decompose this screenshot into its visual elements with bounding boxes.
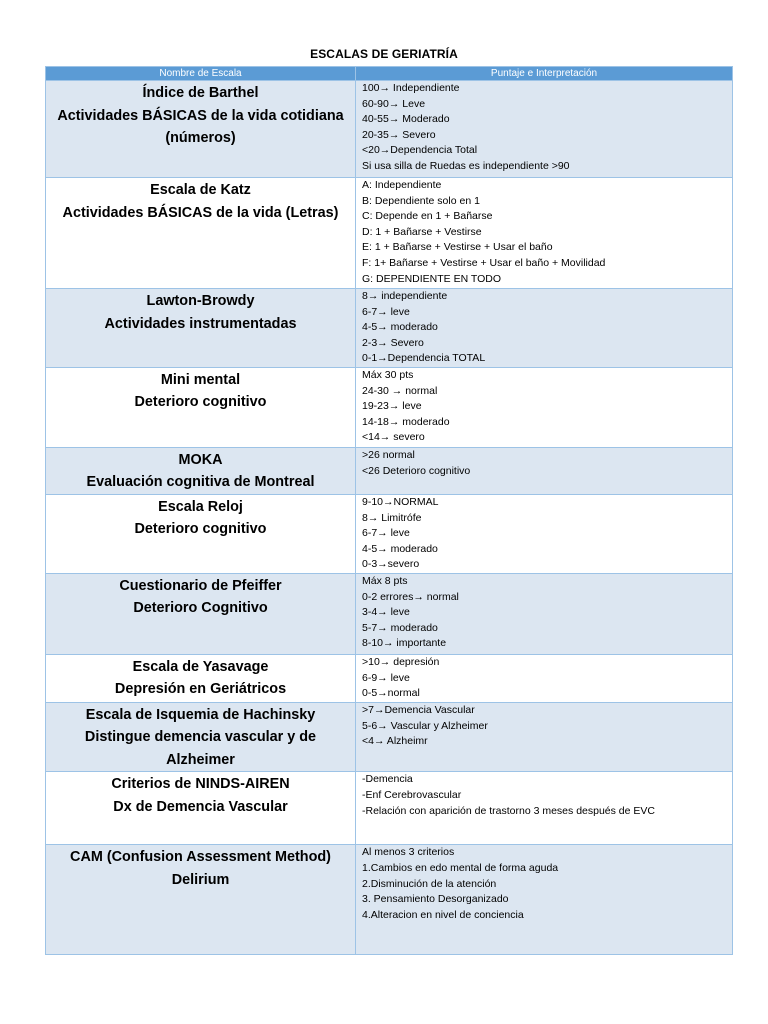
interpretation-line: C: Depende en 1 + Bañarse xyxy=(362,210,493,223)
scale-name-line: Escala Reloj xyxy=(158,498,243,515)
interpretation-cell xyxy=(356,702,733,772)
interpretation-line: 6-7→ leve xyxy=(362,305,410,318)
scale-name-line: Deterioro Cognitivo xyxy=(133,600,268,617)
interpretation-line: 4.Alteracion en nivel de conciencia xyxy=(362,908,524,921)
scale-name-line: MOKA xyxy=(178,451,223,468)
interpretation-line: 0-2 errores→ normal xyxy=(362,590,459,603)
document-title: ESCALAS DE GERIATRÍA xyxy=(310,47,458,61)
interpretation-cell xyxy=(356,178,733,289)
scale-name-line: Deterioro cognitivo xyxy=(134,394,267,411)
table-row xyxy=(46,573,733,654)
table-header-row xyxy=(46,67,733,81)
interpretation-cell xyxy=(356,81,733,178)
interpretation-line: 2.Disminución de la atención xyxy=(362,877,497,890)
scale-name-line: (números) xyxy=(165,130,236,146)
interpretation-cell xyxy=(356,654,733,702)
scale-name-line: Dx de Demencia Vascular xyxy=(113,798,288,815)
table-row xyxy=(46,494,733,573)
interpretation-line: 4-5→ moderado xyxy=(362,542,438,555)
interpretation-line: E: 1 + Bañarse + Vestirse + Usar el baño xyxy=(362,241,553,254)
scale-name-line: Índice de Barthel xyxy=(142,85,259,101)
interpretation-line: 20-35→ Severo xyxy=(362,128,436,141)
interpretation-cell xyxy=(356,573,733,654)
scale-name-line: Cuestionario de Pfeiffer xyxy=(119,577,282,594)
scale-name-line: Alzheimer xyxy=(166,751,235,768)
scale-name-line: Actividades BÁSICAS de la vida cotidiana xyxy=(57,107,344,124)
interpretation-line: G: DEPENDIENTE EN TODO xyxy=(362,272,502,285)
interpretation-line: -Enf Cerebrovascular xyxy=(362,789,462,802)
interpretation-cell xyxy=(356,289,733,368)
table-row xyxy=(46,289,733,368)
interpretation-line: 5-6→ Vascular y Alzheimer xyxy=(362,719,488,732)
scale-name-cell xyxy=(46,573,356,654)
interpretation-line: 6-7→ leve xyxy=(362,527,410,540)
table-row xyxy=(46,178,733,289)
interpretation-line: 40-55→ Moderado xyxy=(362,113,450,126)
scale-name-line: Escala de Isquemia de Hachinsky xyxy=(85,706,316,723)
scale-name-line: Escala de Yasavage xyxy=(132,658,269,675)
interpretation-line: 8→ Limitrófe xyxy=(362,511,422,524)
interpretation-line: 14-18→ moderado xyxy=(362,415,450,428)
scale-name-cell xyxy=(46,702,356,772)
scale-name-line: Evaluación cognitiva de Montreal xyxy=(86,474,315,491)
scale-name-cell xyxy=(46,289,356,368)
scale-name-cell xyxy=(46,845,356,955)
scale-name-line: Lawton-Browdy xyxy=(146,293,255,309)
interpretation-line: 60-90→ Leve xyxy=(362,97,426,110)
scale-name-line: Criterios de NINDS-AIREN xyxy=(111,776,290,793)
interpretation-line: Máx 30 pts xyxy=(362,368,414,381)
interpretation-line: F: 1+ Bañarse + Vestirse + Usar el baño + Movilidad xyxy=(362,256,606,269)
scale-name-cell xyxy=(46,494,356,573)
table-row xyxy=(46,772,733,845)
header-interpretation: Puntaje e Interpretación xyxy=(356,67,733,81)
interpretation-line: >7→Demencia Vascular xyxy=(362,703,475,716)
scale-name-line: Delirium xyxy=(171,871,230,888)
interpretation-cell xyxy=(356,845,733,955)
interpretation-line: Si usa silla de Ruedas es independiente >90 xyxy=(362,159,570,172)
interpretation-line: B: Dependiente solo en 1 xyxy=(362,194,480,207)
scale-name-cell xyxy=(46,654,356,702)
scale-name-cell xyxy=(46,447,356,494)
interpretation-line: 4-5→ moderado xyxy=(362,321,438,334)
interpretation-line: <4→ Alzheimr xyxy=(362,735,428,748)
interpretation-line: 0-3→severo xyxy=(362,558,420,571)
interpretation-line: 24-30 → normal xyxy=(362,384,438,397)
interpretation-line: 2-3→ Severo xyxy=(362,336,424,349)
interpretation-line: 9-10→NORMAL xyxy=(362,495,439,508)
interpretation-line: 3-4→ leve xyxy=(362,606,410,619)
scale-name-line: Escala de Katz xyxy=(150,182,251,198)
scale-name-line: Actividades instrumentadas xyxy=(104,315,297,332)
header-name: Nombre de Escala xyxy=(46,67,356,81)
interpretation-line: 0-5→normal xyxy=(362,687,420,700)
scale-name-line: Mini mental xyxy=(160,371,241,388)
interpretation-line: >26 normal xyxy=(362,448,415,461)
scale-name-line: CAM (Confusion Assessment Method) xyxy=(70,849,331,866)
table-row xyxy=(46,702,733,772)
interpretation-line: 6-9→ leve xyxy=(362,671,410,684)
scale-name-cell xyxy=(46,81,356,178)
interpretation-cell xyxy=(356,494,733,573)
interpretation-line: 5-7→ moderado xyxy=(362,621,438,634)
interpretation-line: A: Independiente xyxy=(362,179,442,191)
scale-name-line: Deterioro cognitivo xyxy=(134,521,267,538)
interpretation-line: D: 1 + Bañarse + Vestirse xyxy=(362,225,482,238)
scales-table xyxy=(45,66,733,955)
table-row xyxy=(46,81,733,178)
interpretation-cell xyxy=(356,447,733,494)
interpretation-line: 100→ Independiente xyxy=(362,82,460,94)
interpretation-line: 0-1→Dependencia TOTAL xyxy=(362,352,486,365)
interpretation-line: <20→Dependencia Total xyxy=(362,144,478,157)
interpretation-line: 8→ independiente xyxy=(362,290,448,302)
table-row xyxy=(46,845,733,955)
interpretation-line: 19-23→ leve xyxy=(362,400,422,413)
interpretation-line: 1.Cambios en edo mental de forma aguda xyxy=(362,862,559,875)
interpretation-line: Al menos 3 criterios xyxy=(362,846,455,859)
scale-name-line: Actividades BÁSICAS de la vida (Letras) xyxy=(62,204,339,221)
interpretation-line: <26 Deterioro cognitivo xyxy=(362,464,471,477)
interpretation-line: <14→ severo xyxy=(362,431,425,444)
interpretation-cell xyxy=(356,367,733,447)
scale-name-line: Depresión en Geriátricos xyxy=(114,681,287,698)
table-row xyxy=(46,654,733,702)
scale-name-cell xyxy=(46,367,356,447)
scale-name-cell xyxy=(46,178,356,289)
interpretation-line: 8-10→ importante xyxy=(362,637,447,650)
table-row xyxy=(46,367,733,447)
interpretation-cell xyxy=(356,772,733,845)
interpretation-line: Máx 8 pts xyxy=(362,574,408,587)
interpretation-line: -Relación con aparición de trastorno 3 meses después de EVC xyxy=(362,804,655,817)
table-row xyxy=(46,447,733,494)
interpretation-line: -Demencia xyxy=(362,773,413,786)
scale-name-cell xyxy=(46,772,356,845)
interpretation-line: >10→ depresión xyxy=(362,655,440,668)
interpretation-line: 3. Pensamiento Desorganizado xyxy=(362,893,509,906)
scale-name-line: Distingue demencia vascular y de xyxy=(84,729,317,746)
table-body xyxy=(46,81,733,955)
